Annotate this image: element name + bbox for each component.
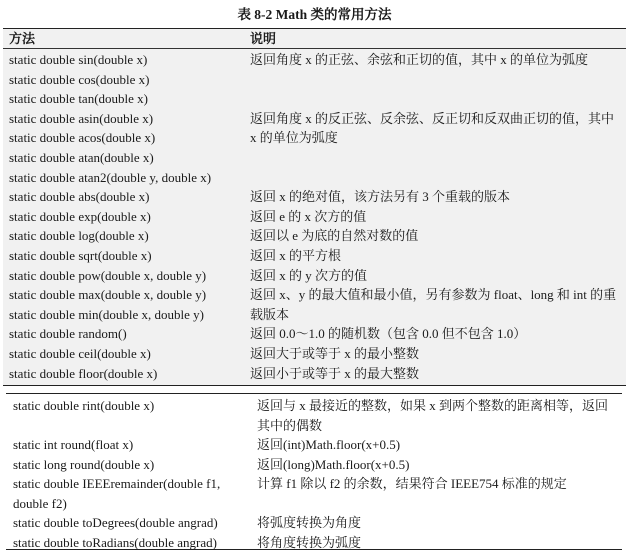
method-description: 返回 0.0～1.0 的随机数（包含 0.0 但不包含 1.0）: [250, 326, 527, 342]
method-signature: static double pow(double x, double y): [9, 267, 207, 283]
methods-table-part-2: [6, 393, 622, 550]
table-header: [3, 29, 626, 49]
method-signature: static long round(double x): [13, 456, 155, 472]
method-description: 返回与 x 最接近的整数，如果 x 到两个整数的距离相等，返回其中的偶数: [257, 398, 609, 433]
method-signature: static double atan2(double y, double x): [9, 169, 212, 185]
method-signature: static double toDegrees(double angrad): [13, 515, 218, 530]
table-caption: 表 8-2 Math 类的常用方法: [237, 7, 392, 22]
method-signature: static double random(): [9, 326, 127, 342]
method-signature: static double ceil(double x): [9, 346, 151, 361]
method-signature: static double sin(double x): [9, 52, 148, 67]
method-signature: static double max(double x, double y): [9, 287, 207, 303]
method-description: 返回 x 的 y 次方的值: [250, 267, 368, 283]
method-description: 返回 x 的绝对值，该方法另有 3 个重载的版本: [250, 189, 511, 205]
method-signature: static double cos(double x): [9, 71, 150, 87]
method-signature: static double toRadians(double angrad): [13, 534, 217, 550]
method-signature: static double rint(double x): [13, 398, 155, 413]
method-signature: static double sqrt(double x): [9, 248, 152, 263]
method-signature: static double acos(double x): [9, 130, 156, 146]
method-description: 将角度转换为弧度: [257, 534, 362, 550]
method-description: 返回小于或等于 x 的最大整数: [250, 365, 420, 381]
method-signature: static double asin(double x): [9, 110, 154, 126]
method-description: 返回以 e 为底的自然对数的值: [250, 228, 419, 244]
method-description: 返回(int)Math.floor(x+0.5): [257, 437, 401, 452]
methods-table-part-1: [3, 28, 626, 386]
method-description: 返回 x、y 的最大值和最小值，另有参数为 float、long 和 int 的重载版本: [250, 287, 617, 322]
method-signature: static double log(double x): [9, 228, 149, 244]
method-description: 返回(long)Math.floor(x+0.5): [257, 456, 410, 472]
method-description: 返回角度 x 的反正弦、反余弦、反正切和反双曲正切的值，其中 x 的单位为弧度: [250, 110, 615, 146]
header-description: 说明: [250, 31, 277, 46]
method-signature: static double exp(double x): [9, 208, 151, 224]
method-signature: static int round(float x): [13, 437, 134, 452]
method-description: 返回 x 的平方根: [250, 248, 342, 263]
method-description: 计算 f1 除以 f2 的余数，结果符合 IEEE754 标准的规定: [257, 476, 567, 491]
method-description: 返回大于或等于 x 的最小整数: [250, 346, 420, 361]
method-description: 返回角度 x 的正弦、余弦和正切的值，其中 x 的单位为弧度: [250, 52, 589, 67]
method-signature: static double tan(double x): [9, 91, 148, 107]
method-signature: static double floor(double x): [9, 365, 158, 381]
method-signature: static double min(double x, double y): [9, 306, 204, 322]
method-description: 将弧度转换为角度: [257, 515, 362, 530]
method-description: 返回 e 的 x 次方的值: [250, 208, 367, 224]
method-signature: static double atan(double x): [9, 150, 154, 165]
method-signature: static double IEEEremainder(double f1, double f2): [13, 476, 221, 511]
header-method: 方法: [9, 31, 36, 46]
method-signature: static double abs(double x): [9, 189, 150, 205]
